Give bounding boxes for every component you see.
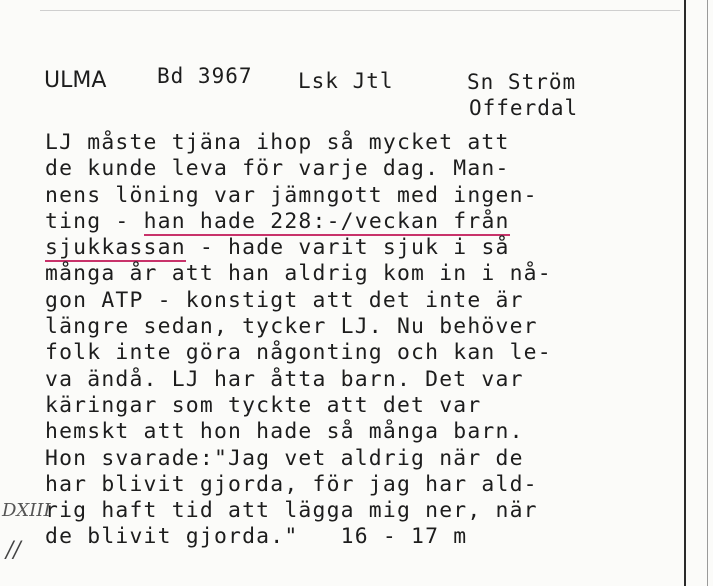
text-line bbox=[45, 261, 675, 287]
text-line bbox=[45, 183, 675, 209]
text-segment: rig haft tid att lägga mig ner, när bbox=[45, 498, 538, 524]
card-right-edge bbox=[684, 0, 686, 586]
text-segment: käringar som tyckte att det var bbox=[45, 392, 482, 418]
text-line bbox=[45, 156, 675, 182]
text-line bbox=[45, 367, 675, 393]
text-segment: Hon svarade:"Jag vet aldrig när de bbox=[45, 445, 524, 471]
underlined-text: sjukkassan bbox=[45, 235, 186, 261]
text-line bbox=[45, 314, 675, 340]
text-segment: LJ måste tjäna ihop så mycket att bbox=[45, 130, 510, 155]
text-segment: hemskt att hon hade så många barn. bbox=[45, 419, 524, 445]
record-text bbox=[45, 130, 675, 551]
district: Offerdal bbox=[469, 96, 579, 120]
category-code: Lsk Jtl bbox=[298, 69, 394, 93]
text-line bbox=[45, 446, 675, 472]
text-line bbox=[45, 288, 675, 314]
text-line bbox=[45, 235, 675, 261]
text-line bbox=[45, 472, 675, 498]
text-segment: har blivit gjorda, för jag har ald- bbox=[45, 471, 538, 497]
parish: Sn Ström bbox=[467, 70, 577, 94]
text-segment: de blivit gjorda." 16 - 17 m bbox=[45, 524, 468, 550]
text-line bbox=[45, 498, 675, 524]
text-segment: - hade varit sjuk i så bbox=[185, 235, 510, 261]
text-segment: nens löning var jämngott med ingen- bbox=[45, 182, 538, 208]
margin-mark: // bbox=[6, 538, 21, 563]
text-line bbox=[45, 130, 675, 156]
text-line bbox=[45, 340, 675, 366]
margin-annotation: DXIII bbox=[2, 500, 51, 521]
card-top-edge bbox=[40, 10, 680, 11]
text-segment: många år att han aldrig kom in i nå- bbox=[45, 261, 552, 287]
archive-code: ULMA bbox=[44, 68, 107, 93]
text-segment: längre sedan, tycker LJ. Nu behöver bbox=[45, 314, 538, 340]
text-segment: folk inte göra någonting och kan le- bbox=[45, 340, 552, 366]
text-segment: ting - bbox=[45, 208, 144, 234]
underlined-text: han hade 228:-/veckan från bbox=[143, 208, 510, 234]
text-line bbox=[45, 209, 675, 235]
text-segment: gon ATP - konstigt att det inte är bbox=[45, 287, 524, 313]
text-line bbox=[45, 419, 675, 445]
text-line bbox=[45, 393, 675, 419]
text-line bbox=[45, 524, 675, 550]
text-segment: va ändå. LJ har åtta barn. Det var bbox=[45, 366, 524, 392]
scan-right-border bbox=[707, 0, 708, 586]
text-segment: de kunde leva för varje dag. Man- bbox=[45, 156, 510, 182]
shelfmark: Bd 3967 bbox=[157, 64, 253, 88]
